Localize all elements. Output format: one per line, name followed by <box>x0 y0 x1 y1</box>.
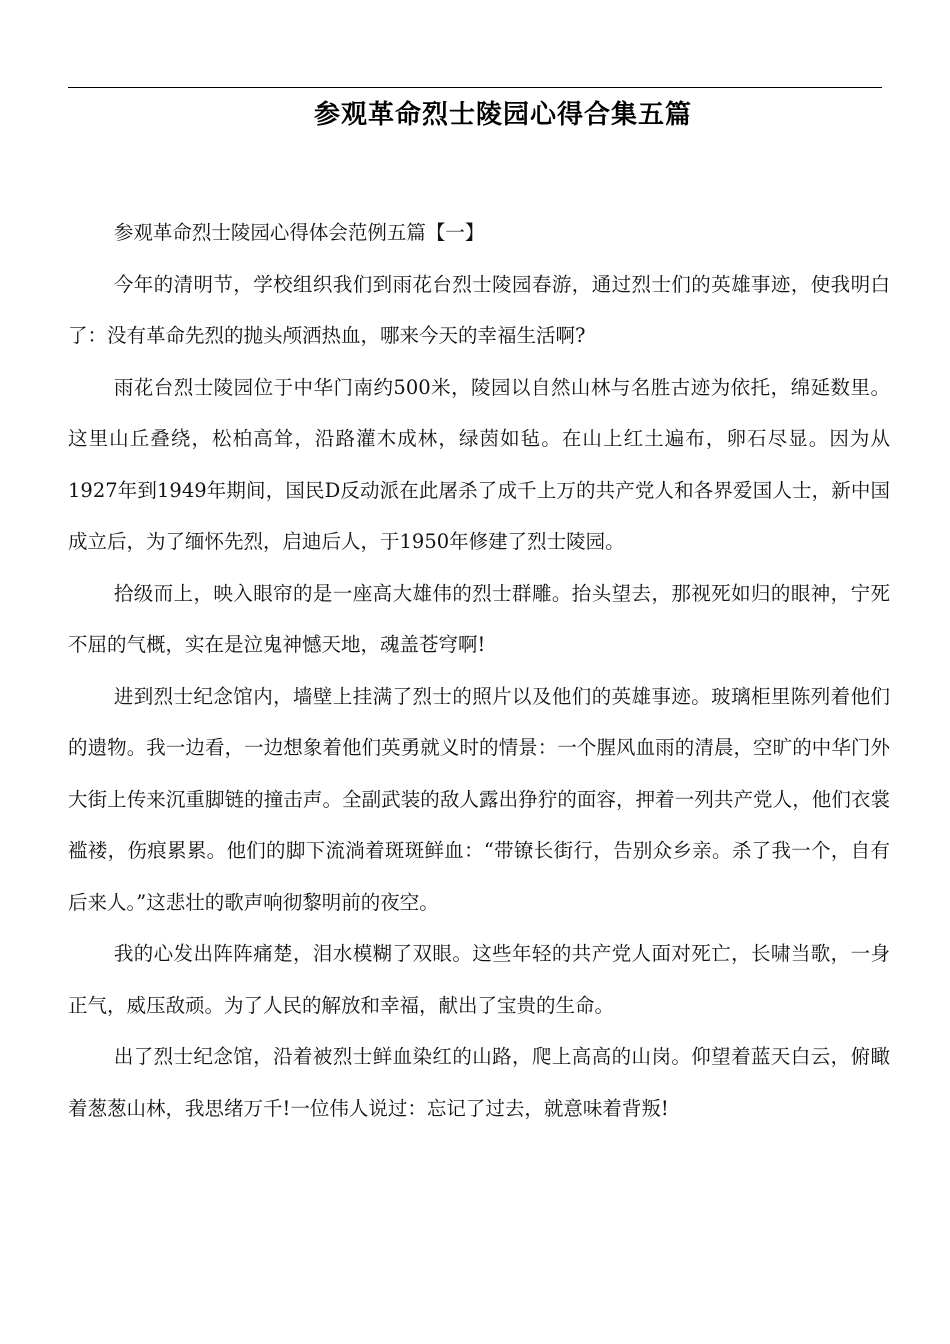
paragraph-5: 我的心发出阵阵痛楚，泪水模糊了双眼。这些年轻的共产党人面对死亡，长啸当歌，一身正气，威压敌顽。为了人民的解放和幸福，献出了宝贵的生命。 <box>68 942 890 1017</box>
paragraph-1: 今年的清明节，学校组织我们到雨花台烈士陵园春游，通过烈士们的英雄事迹，使我明白了：没有革命先烈的抛头颅洒热血，哪来今天的幸福生活啊? <box>68 272 890 347</box>
paragraph-3: 拾级而上，映入眼帘的是一座高大雄伟的烈士群雕。抬头望去，那视死如归的眼神，宁死不屈的气概，实在是泣鬼神憾天地，魂盖苍穹啊! <box>68 581 890 656</box>
paragraph-6: 出了烈士纪念馆，沿着被烈士鲜血染红的山路，爬上高高的山岗。仰望着蓝天白云，俯瞰着葱葱山林，我思绪万千!一位伟人说过：忘记了过去，就意味着背叛! <box>68 1045 890 1120</box>
header-rule <box>68 87 882 88</box>
paragraph-4: 进到烈士纪念馆内，墙壁上挂满了烈士的照片以及他们的英雄事迹。玻璃柜里陈列着他们的遗物。我一边看，一边想象着他们英勇就义时的情景：一个腥风血雨的清晨，空旷的中华门外大街上传来沉重脚链的撞击声。全副武装的敌人露出狰狞的面容，押着一列共产党人，他们衣裳褴褛，伤痕累累。他们的脚下流淌着斑斑鲜血：“带镣长街行，告别众乡亲。杀了我一个，自有后来人。”这悲壮的歌声响彻黎明前的夜空。 <box>68 684 890 914</box>
document-title: 参观革命烈士陵园心得合集五篇 <box>313 100 692 130</box>
document-body <box>68 207 890 1134</box>
section-heading: 参观革命烈士陵园心得体会范例五篇【一】 <box>113 221 485 244</box>
paragraph-2: 雨花台烈士陵园位于中华门南约500米，陵园以自然山林与名胜古迹为依托，绵延数里。这里山丘叠绕，松柏高耸，沿路灌木成林，绿茵如毡。在山上红土遍布，卵石尽显。因为从1927年到1949年期间，国民D反动派在此屠杀了成千上万的共产党人和各界爱国人士，新中国成立后，为了缅怀先烈，启迪后人，于1950年修建了烈士陵园。 <box>68 375 890 553</box>
